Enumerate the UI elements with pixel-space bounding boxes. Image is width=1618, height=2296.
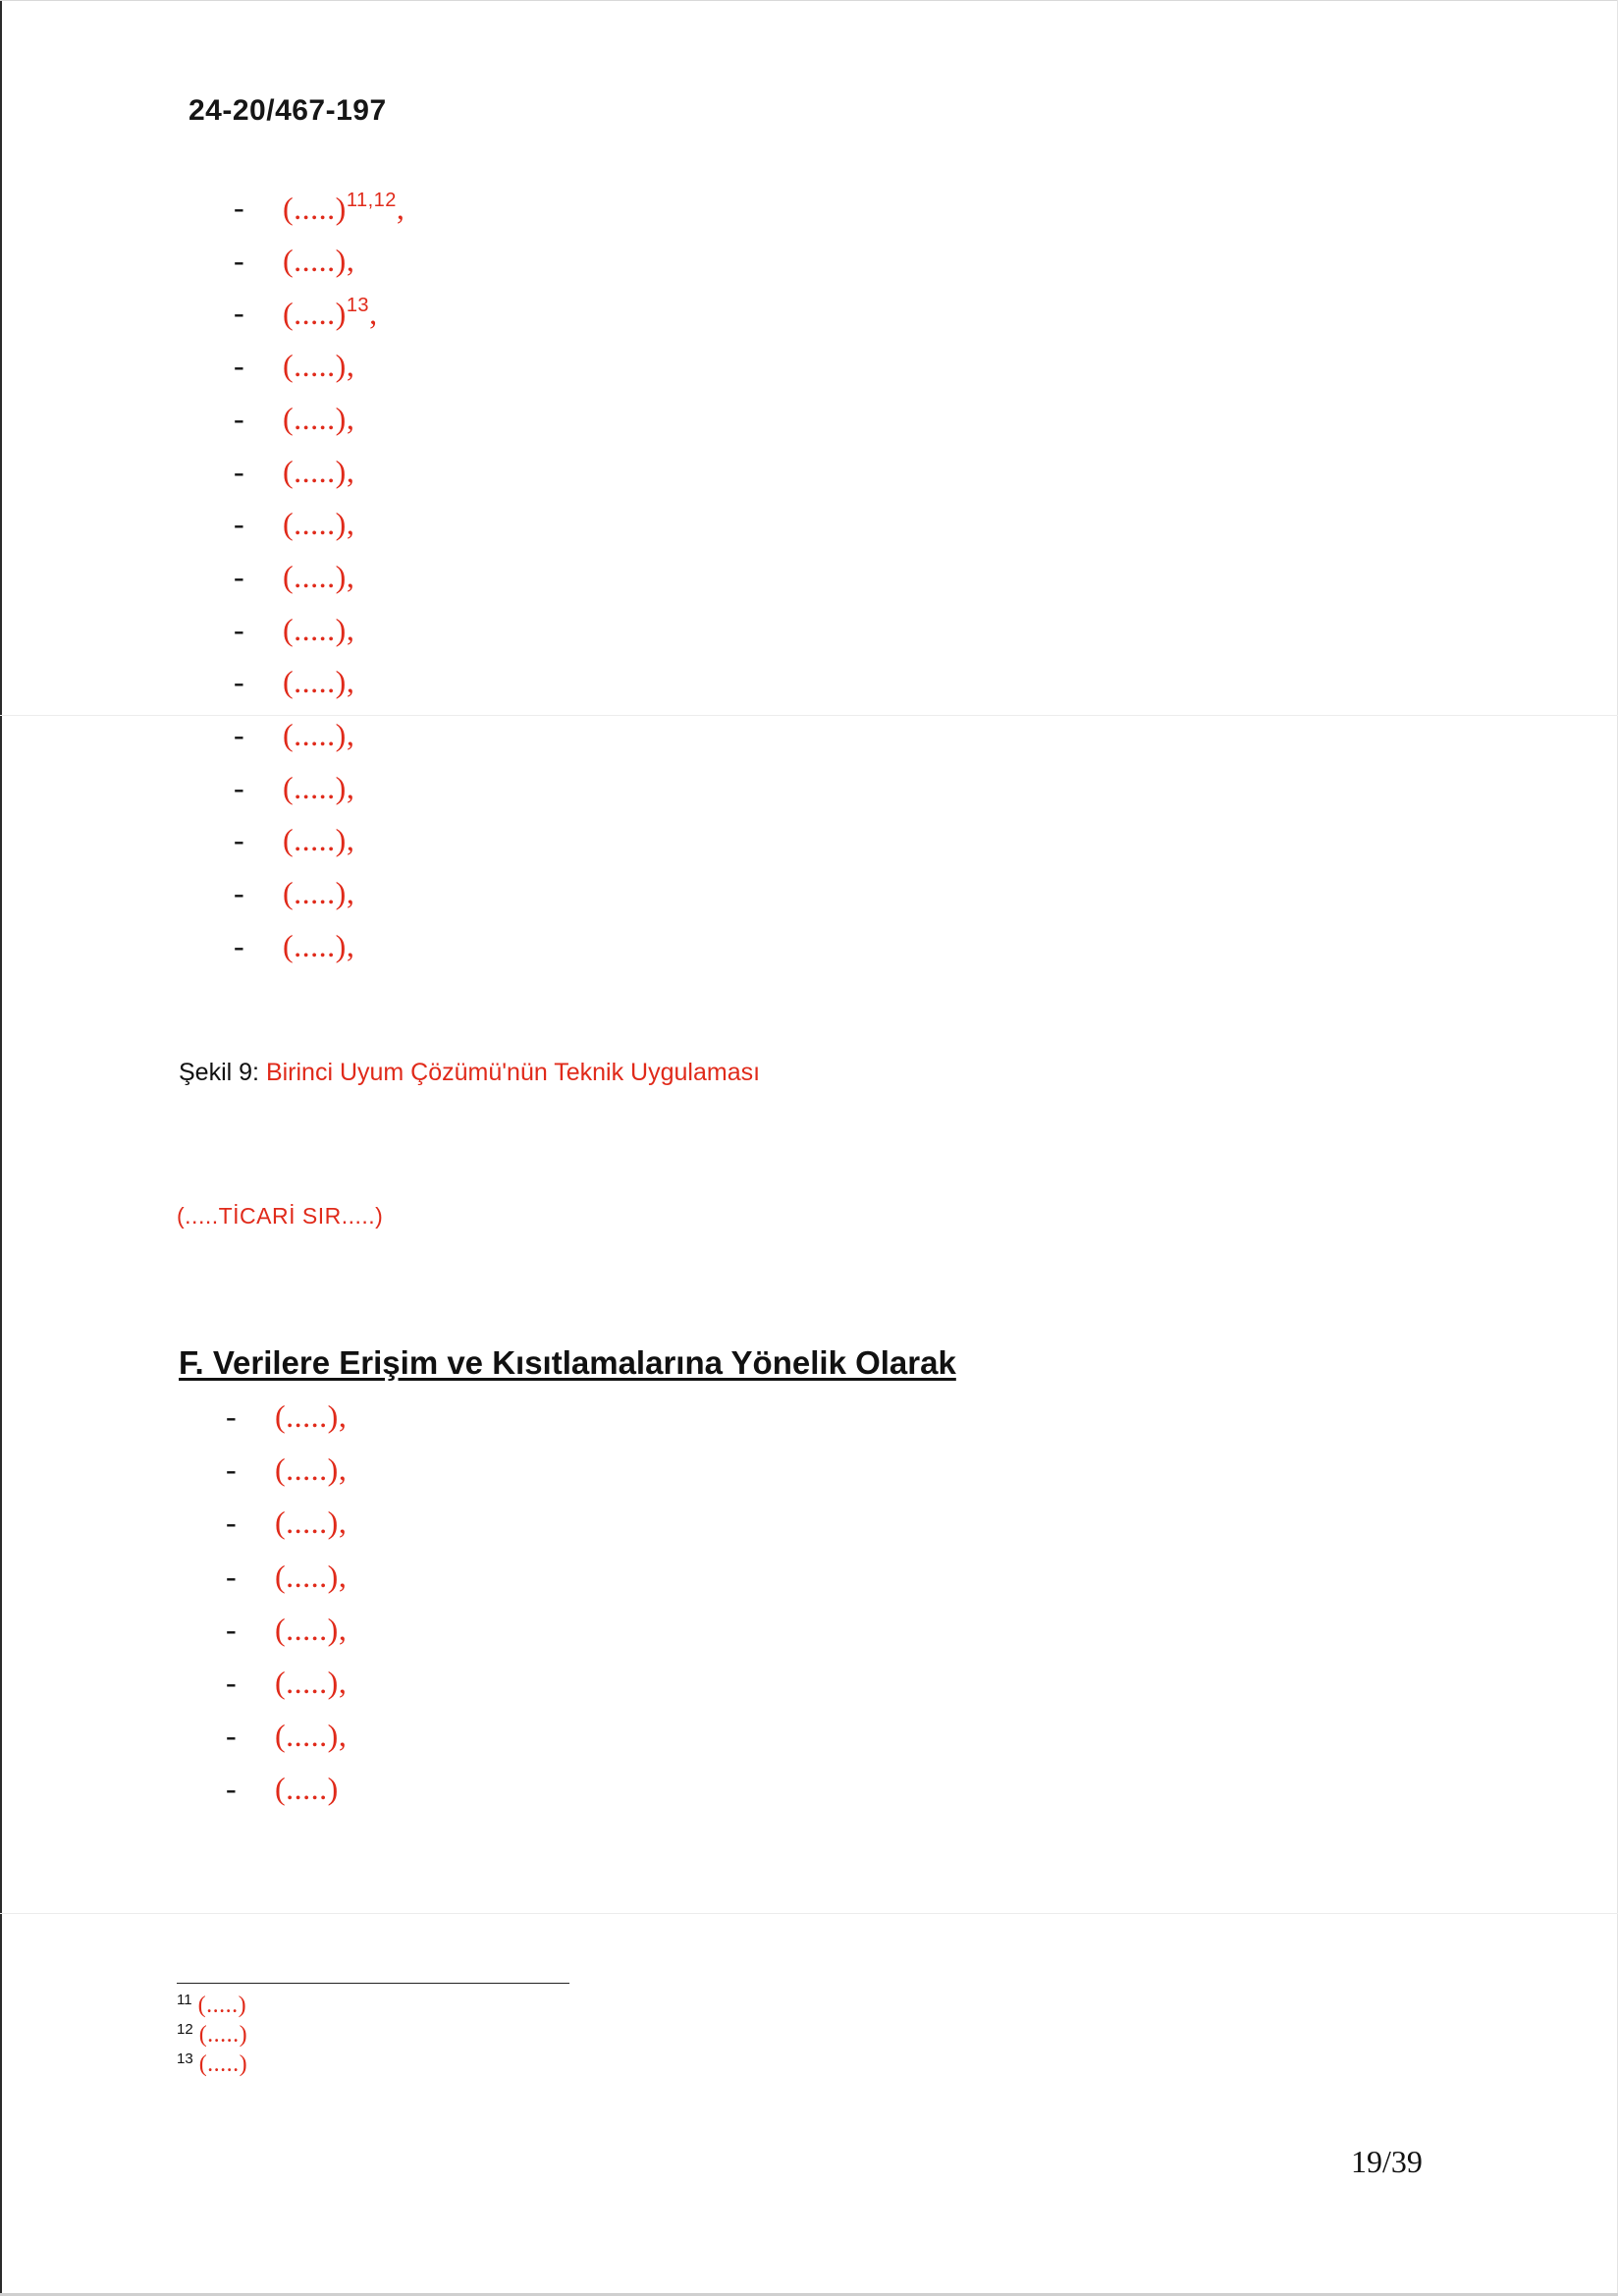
redacted-item — [283, 612, 354, 648]
footnote-number: 11 — [177, 1992, 192, 2008]
list-bullet: - — [234, 453, 244, 489]
scan-fold-line — [0, 1913, 1618, 1914]
list-bullet: - — [234, 927, 244, 963]
redacted-text: (.....), — [283, 875, 355, 911]
redacted-item: (.....) — [275, 1771, 339, 1807]
list-bullet: - — [234, 348, 244, 384]
redacted-item: (.....), — [275, 1665, 348, 1700]
redacted-item — [283, 928, 354, 964]
redacted-text: (.....), — [283, 664, 355, 700]
redacted-item — [283, 506, 354, 542]
list-bullet: - — [234, 664, 244, 700]
redacted-text: (.....), — [283, 558, 355, 594]
redacted-item: (.....), — [275, 1398, 348, 1434]
redacted-item — [283, 295, 378, 332]
footnote-number: 12 — [177, 2021, 193, 2038]
list-bullet: - — [234, 400, 244, 436]
footnotes — [177, 1992, 247, 2080]
list-bullet: - — [234, 611, 244, 647]
figure-title: Birinci Uyum Çözümü'nün Teknik Uygulaması — [265, 1059, 761, 1086]
list-bullet: - — [234, 822, 244, 858]
redacted-item: (.....), — [275, 1504, 348, 1541]
redacted-text: (.....), — [283, 506, 355, 542]
figure-label: Şekil 9: — [179, 1059, 259, 1086]
redacted-item — [283, 401, 354, 437]
list-bullet: - — [226, 1771, 237, 1807]
footnote-text: (.....) — [198, 2022, 248, 2048]
redacted-text: (.....), — [283, 453, 355, 489]
list-bullet: - — [234, 875, 244, 911]
redacted-item — [283, 454, 354, 490]
list-bullet: - — [234, 295, 244, 331]
list-bullet: - — [226, 1558, 237, 1594]
footnote-reference: 13 — [346, 295, 370, 317]
list-bullet: - — [226, 1504, 237, 1541]
redacted-item — [283, 559, 354, 595]
redacted-item — [283, 875, 354, 911]
footnote-item — [177, 2050, 247, 2080]
list-bullet: - — [234, 717, 244, 752]
document-number: 24-20/467-197 — [189, 94, 387, 127]
item-suffix: , — [369, 296, 378, 332]
list-bullet: - — [226, 1665, 237, 1700]
redacted-item: (.....), — [275, 1611, 348, 1647]
list-bullet: - — [226, 1718, 237, 1754]
footnote-number: 13 — [177, 2050, 193, 2067]
redacted-text: (.....), — [283, 927, 355, 963]
footnote-text: (.....) — [198, 2051, 248, 2077]
redacted-text: (.....), — [283, 400, 355, 436]
figure-redacted-content: (.....TİCARİ SIR.....) — [177, 1203, 384, 1229]
scan-left-edge — [0, 0, 2, 2296]
figure-caption — [179, 1059, 760, 1087]
redacted-item — [283, 243, 354, 279]
scan-top-edge — [0, 0, 1618, 1]
page-number: 19/39 — [1351, 2144, 1423, 2179]
redacted-text: (.....), — [283, 242, 355, 278]
redacted-text: (.....), — [283, 769, 355, 805]
redacted-text: (.....), — [283, 822, 355, 858]
footnote-text: (.....) — [197, 1993, 247, 2018]
scan-fold-line — [0, 715, 1618, 716]
redacted-text: (.....) — [283, 191, 347, 226]
redacted-item — [283, 664, 354, 700]
list-bullet: - — [234, 242, 244, 278]
list-bullet: - — [226, 1451, 237, 1488]
list-bullet: - — [226, 1611, 237, 1647]
redacted-item: (.....), — [275, 1451, 348, 1488]
redacted-text: (.....), — [283, 717, 355, 752]
footnote-reference: 11,12 — [346, 190, 397, 211]
redacted-text: (.....) — [283, 296, 347, 332]
redacted-item — [283, 822, 354, 858]
footnote-item — [177, 2021, 247, 2050]
footnote-separator — [177, 1983, 569, 1984]
list-bullet: - — [234, 769, 244, 805]
redacted-text: (.....), — [283, 348, 355, 384]
redacted-item: (.....), — [275, 1718, 348, 1754]
redacted-item — [283, 770, 354, 806]
redacted-item — [283, 717, 354, 753]
item-suffix: , — [396, 191, 405, 226]
redacted-item — [283, 348, 354, 384]
list-bullet: - — [226, 1398, 237, 1434]
footnote-item — [177, 1992, 247, 2021]
list-bullet: - — [234, 506, 244, 542]
redacted-item — [283, 190, 404, 227]
redacted-item: (.....), — [275, 1558, 348, 1594]
redacted-text: (.....), — [283, 611, 355, 647]
section-f-heading: F. Verilere Erişim ve Kısıtlamalarına Yönelik Olarak — [179, 1344, 956, 1381]
list-bullet: - — [234, 190, 244, 225]
list-bullet: - — [234, 558, 244, 594]
